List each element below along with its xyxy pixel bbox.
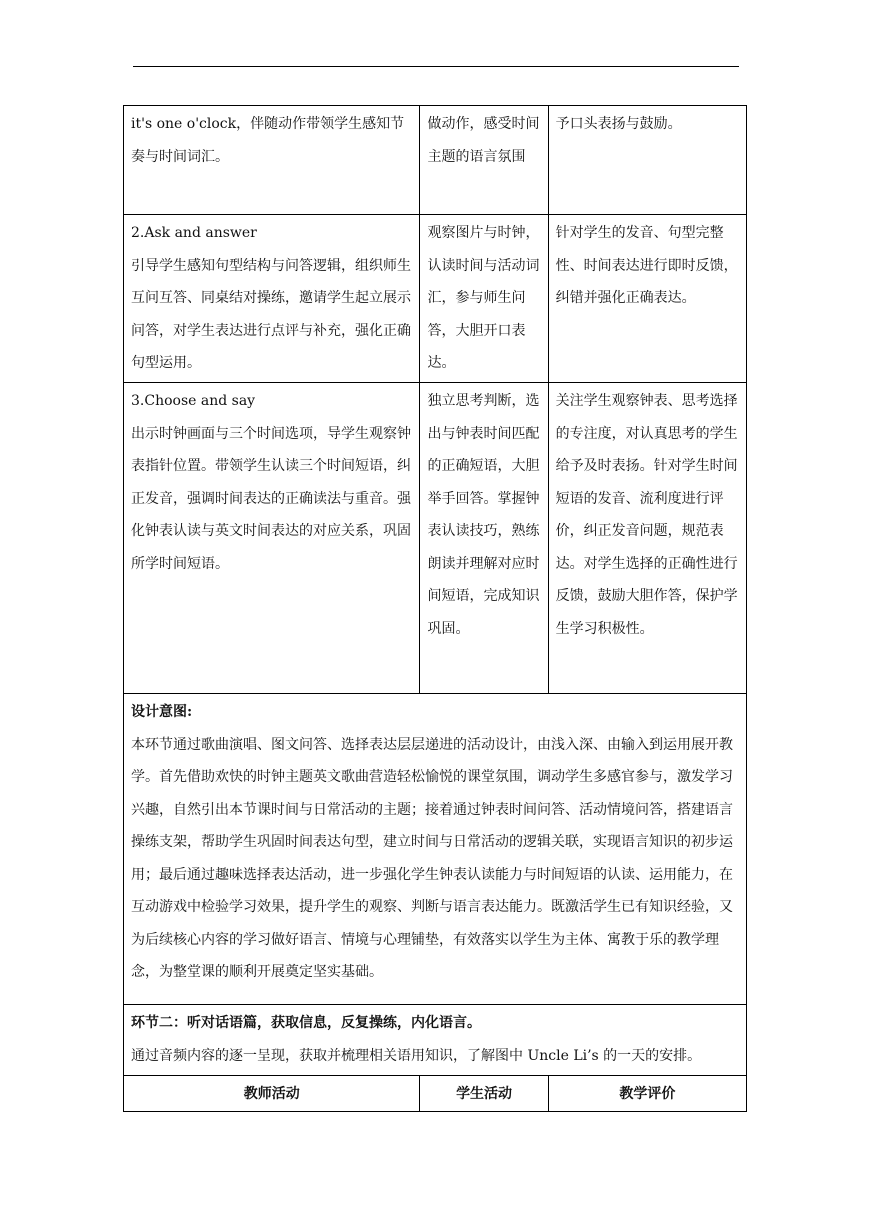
header-rule	[133, 66, 739, 67]
lesson-plan-table	[123, 105, 747, 1112]
activity-title: 2.Ask and answer	[131, 225, 257, 241]
evaluation-cell	[548, 106, 746, 215]
teacher-activity-cell	[124, 106, 420, 215]
column-header-row	[124, 1076, 747, 1112]
evaluation-header: 教学评价	[548, 1076, 746, 1112]
student-activity-cell	[420, 215, 548, 383]
student-activity-header: 学生活动	[420, 1076, 548, 1112]
student-activity-text: 独立思考判断，选出与钟表时间匹配的正确短语，大胆举手回答。掌握钟表认读技巧，熟练朗读并理解对应时间短语，完成知识巩固。	[427, 393, 540, 637]
evaluation-text: 针对学生的发音、句型完整性、时间表达进行即时反馈，纠错并强化正确表达。	[555, 225, 738, 306]
stage-two-cell	[124, 1005, 747, 1076]
evaluation-cell	[548, 383, 746, 694]
student-activity-cell	[420, 383, 548, 694]
design-intent-row	[124, 694, 747, 1005]
teacher-activity-cell	[124, 215, 420, 383]
evaluation-text: 予口头表扬与鼓励。	[555, 116, 682, 132]
stage-two-row	[124, 1005, 747, 1076]
student-activity-text: 做动作，感受时间主题的语言氛围	[427, 116, 540, 165]
stage-two-body: 通过音频内容的逐一呈现，获取并梳理相关语用知识，了解图中 Uncle Li’s 的一天的安排。	[131, 1047, 702, 1064]
design-intent-body: 本环节通过歌曲演唱、图文问答、选择表达层层递进的活动设计，由浅入深、由输入到运用展开教学。首先借助欢快的时钟主题英文歌曲营造轻松愉悦的课堂氛围，调动学生多感官参与，激发学习兴趣，自然引出本节课时间与日常活动的主题；接着通过钟表时间问答、活动情境问答，搭建语言操练支架，帮助学生巩固时间表达句型，建立时间与日常活动的逻辑关联，实现语言知识的初步运用；最后通过趣味选择表达活动，进一步强化学生钟表认读能力与时间短语的认读、运用能力，在互动游戏中检验学习效果，提升学生的观察、判断与语言表达能力。既激活学生已有知识经验，又为后续核心内容的学习做好语言、情境与心理铺垫，有效落实以学生为主体、寓教于乐的教学理念，为整堂课的顺利开展奠定坚实基础。	[131, 736, 733, 980]
design-intent-cell	[124, 694, 747, 1005]
activity-title: 3.Choose and say	[131, 393, 256, 409]
teacher-activity-text: it's one o'clock，伴随动作带领学生感知节奏与时间词汇。	[131, 116, 405, 165]
teacher-activity-cell	[124, 383, 420, 694]
student-activity-cell	[420, 106, 548, 215]
table-row	[124, 106, 747, 215]
teacher-activity-text: 出示时钟画面与三个时间选项，导学生观察钟表指针位置。带领学生认读三个时间短语，纠正发音，强调时间表达的正确读法与重音。强化钟表认读与英文时间表达的对应关系，巩固所学时间短语。	[131, 425, 411, 572]
stage-two-heading: 环节二：听对话语篇，获取信息，反复操练，内化语言。	[131, 1015, 481, 1031]
evaluation-cell	[548, 215, 746, 383]
teacher-activity-text: 引导学生感知句型结构与问答逻辑，组织师生互问互答、同桌结对操练，邀请学生起立展示问答，对学生表达进行点评与补充，强化正确句型运用。	[131, 257, 411, 371]
student-activity-text: 观察图片与时钟，认读时间与活动词汇，参与师生问答，大胆开口表达。	[427, 225, 540, 371]
table-row	[124, 215, 747, 383]
table-row	[124, 383, 747, 694]
teacher-activity-header: 教师活动	[124, 1076, 420, 1112]
evaluation-text: 关注学生观察钟表、思考选择的专注度，对认真思考的学生给予及时表扬。针对学生时间短语的发音、流利度进行评价，纠正发音问题，规范表达。对学生选择的正确性进行反馈，鼓励大胆作答，保护学生学习积极性。	[555, 393, 738, 637]
design-intent-heading: 设计意图:	[131, 704, 193, 720]
